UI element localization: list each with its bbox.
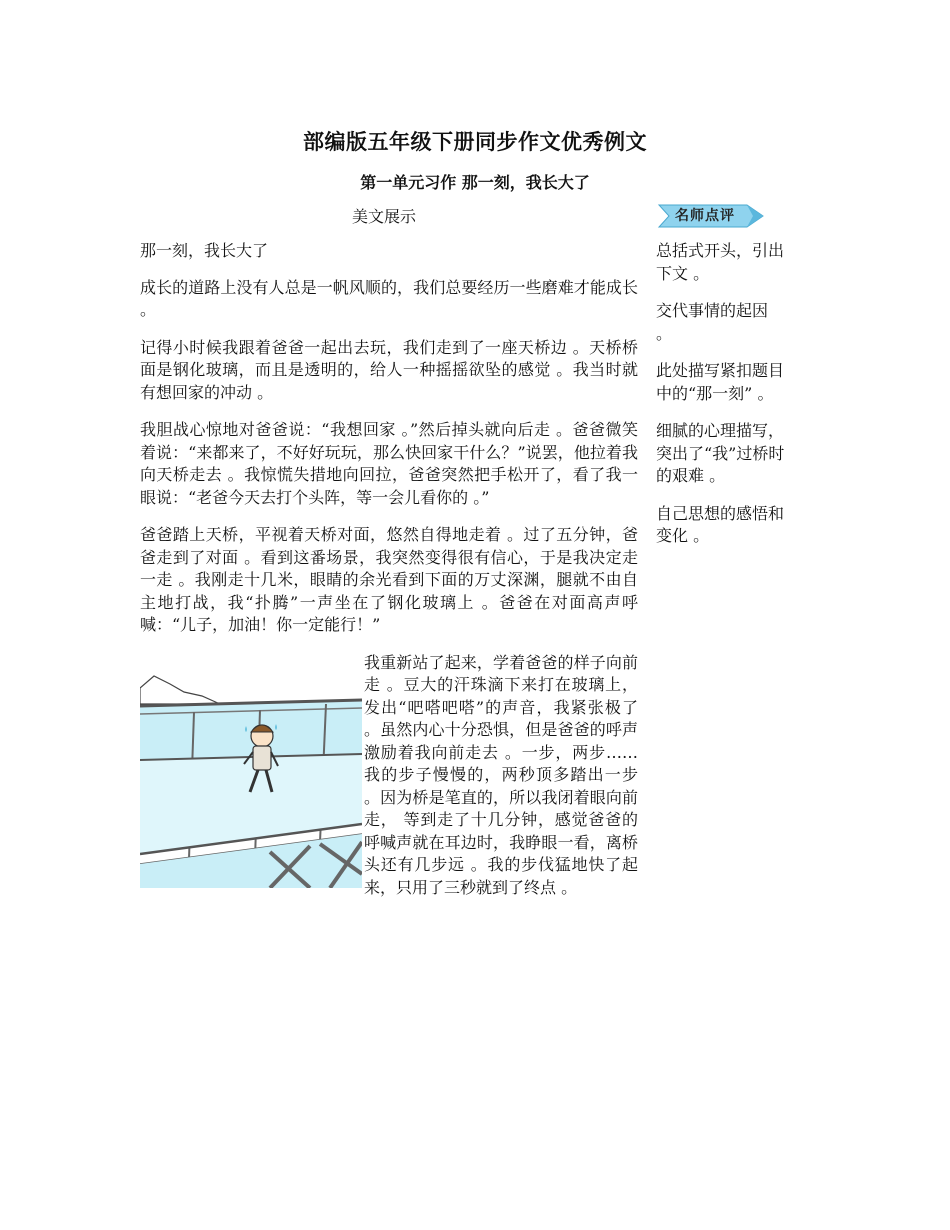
essay-paragraph: 爸爸踏上天桥，平视着天桥对面，悠然自得地走着 。过了五分钟，爸爸走到了对面 。看到这番场景，我突然变得很有信心，于是我决定走一走 。我刚走十几米，眼睛的余光看到下面的万丈深渊，腿就不由自主地打战，我“扑腾”一声坐在了钢化玻璃上 。爸爸在对面高声呼喊：“儿子，加油！你一定能行！” xyxy=(140,525,638,634)
comment-badge xyxy=(655,203,765,229)
comment-note: 交代事情的起因 。 xyxy=(656,301,769,343)
essay-paragraph: 成长的道路上没有人总是一帆风顺的，我们总要经历一些磨难才能成长 。 xyxy=(140,277,638,319)
essay-paragraph: 我胆战心惊地对爸爸说：“我想回家 。”然后掉头就向后走 。爸爸微笑着说：“来都来了，不好好玩玩，那么快回家干什么？”说罢，他拉着我向天桥走去 。我惊慌失措地向回拉，爸爸突然把手松开了，看了我一眼说：“老爸今天去打个头阵，等一会儿看你的 。” xyxy=(140,420,638,507)
comment-note: 细腻的心理描写，突出了“我”过桥时的艰难 。 xyxy=(656,421,785,485)
document-title: 部编版五年级下册同步作文优秀例文 xyxy=(303,129,647,154)
comment-note: 此处描写紧扣题目中的“那一刻” 。 xyxy=(656,361,785,403)
section-label: 美文展示 xyxy=(352,207,417,226)
comment-note: 自己思想的感悟和变化 。 xyxy=(656,503,785,545)
essay-heading: 那一刻，我长大了 xyxy=(140,241,269,260)
comment-badge-label: 名师点评 xyxy=(675,208,735,224)
essay-paragraph-last: 我重新站了起来，学着爸爸的样子向前走 。豆大的汗珠滴下来打在玻璃上，发出“吧嗒吧嗒”的声音，我紧张极了 。虽然内心十分恐惧，但是爸爸的呼声激励着我向前走去 。一步，两步……我的步子慢慢的，两秒顶多踏出一步 。因为桥是笔直的，所以我闭着眼向前走， 等到走了十几分钟，感觉爸爸的呼喊声就在耳边时，我睁眼一看，离桥头还有几步远 。我的步伐猛地快了起来，只用了三秒就到了终点 。 xyxy=(364,652,638,897)
glass-bridge-boy-illustration xyxy=(140,674,362,888)
essay-column xyxy=(140,240,638,914)
comment-column xyxy=(656,240,788,563)
essay-paragraph: 记得小时候我跟着爸爸一起出去玩，我们走到了一座天桥边 。天桥桥面是钢化玻璃，而且是透明的，给人一种摇摇欲坠的感觉 。我当时就有想回家的冲动 。 xyxy=(140,337,638,402)
document-subtitle: 第一单元习作 那一刻，我长大了 xyxy=(360,173,590,192)
comment-note: 总括式开头，引出下文 。 xyxy=(656,241,785,283)
